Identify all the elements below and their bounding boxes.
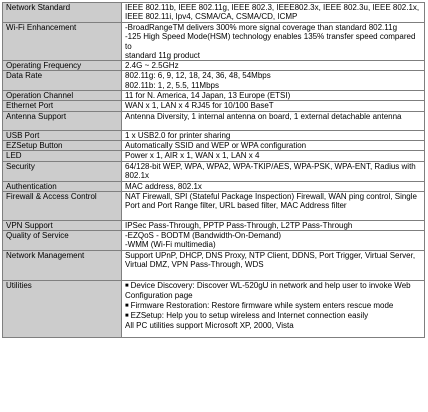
spec-value-line: [125, 61, 424, 70]
spec-value-line: [125, 71, 424, 80]
spec-value-text: standard 11g product: [125, 50, 201, 60]
spec-value-line: [125, 251, 424, 260]
spec-value: [122, 3, 425, 23]
spec-value: [122, 281, 425, 338]
spec-row: [3, 71, 425, 91]
spec-value-line: [125, 221, 424, 230]
spec-label: EZSetup Button: [3, 140, 122, 150]
spec-value-line: [125, 141, 424, 150]
spec-value: [122, 140, 425, 150]
spec-label: Authentication: [3, 181, 122, 191]
spec-value-text: Automatically SSID and WEP or WPA configuration: [125, 140, 307, 150]
spec-value-text: -EZQoS - BODTM (Bandwidth-On-Demand): [125, 231, 282, 241]
spec-label: Operating Frequency: [3, 61, 122, 71]
spec-value-line: [125, 131, 424, 140]
spec-value-line: [125, 91, 424, 100]
spec-value-text: NAT Firewall, SPI (Stateful Package Inspection) Firewall, WAN ping control, Single Port and Port Range filter, URL based filter, MAC Address filter: [125, 191, 417, 211]
spec-value-text: 11 for N. America, 14 Japan, 13 Europe (ETSI): [125, 91, 291, 101]
spec-row: [3, 140, 425, 150]
spec-value: [122, 23, 425, 61]
spec-value-line: [125, 182, 424, 191]
spec-label: LED: [3, 151, 122, 161]
spec-label: Network Standard: [3, 3, 122, 23]
spec-label: Antenna Support: [3, 111, 122, 130]
spec-value: [122, 61, 425, 71]
spec-value: [122, 251, 425, 281]
spec-value: [122, 231, 425, 251]
spec-row: [3, 130, 425, 140]
spec-value-line: [125, 192, 424, 211]
spec-value-text: WAN x 1, LAN x 4 RJ45 for 10/100 BaseT: [125, 101, 274, 111]
spec-row: [3, 91, 425, 101]
bullet-square-icon: ■: [125, 302, 129, 309]
spec-value-text: Power x 1, AIR x 1, WAN x 1, LAN x 4: [125, 151, 260, 161]
spec-value-line: [125, 81, 424, 90]
spec-value: [122, 91, 425, 101]
spec-value: [122, 181, 425, 191]
spec-value-text: -WMM (Wi-Fi multimedia): [125, 240, 216, 250]
spec-value-line: [125, 240, 424, 249]
spec-value-line: [125, 151, 424, 160]
bullet-square-icon: ■: [125, 283, 129, 290]
spec-value-line: [125, 321, 424, 330]
spec-value-line: [125, 51, 424, 60]
spec-value-line: [125, 281, 424, 301]
spec-value-text: 64/128-bit WEP, WPA, WPA2, WPA-TKIP/AES, WPA-PSK, WPA-ENT, Radius with 802.1x: [125, 161, 416, 180]
spec-value-text: Device Discovery: Discover WL-520gU in network and help user to invoke Web Configuration page: [125, 281, 411, 301]
spec-value-text: 1 x USB2.0 for printer sharing: [125, 130, 231, 140]
spec-label: Utilities: [3, 281, 122, 338]
spec-value-text: -BroadRangeTM delivers 300% more signal coverage than standard 802.11g: [125, 23, 398, 32]
spec-value: [122, 71, 425, 91]
spec-label: Security: [3, 161, 122, 181]
spec-value: [122, 220, 425, 230]
spec-row: [3, 220, 425, 230]
spec-label: Network Management: [3, 251, 122, 281]
spec-label: Wi-Fi Enhancement: [3, 23, 122, 61]
spec-row: [3, 281, 425, 338]
spec-label: Data Rate: [3, 71, 122, 91]
spec-value-line: [125, 260, 424, 269]
spec-value-line: [125, 23, 424, 32]
spec-value: [122, 161, 425, 181]
spec-row: [3, 61, 425, 71]
spec-value: [122, 130, 425, 140]
spec-value: [122, 101, 425, 111]
spec-label: Quality of Service: [3, 231, 122, 251]
spec-value-text: MAC address, 802.1x: [125, 181, 202, 191]
spec-value-text: Support UPnP, DHCP, DNS Proxy, NTP Client, DDNS, Port Trigger, Virtual Server,: [125, 251, 416, 261]
spec-value-line: [125, 3, 424, 22]
spec-value-line: [125, 162, 424, 181]
spec-value-line: [125, 311, 424, 321]
spec-value: [122, 191, 425, 220]
spec-row: [3, 251, 425, 281]
spec-value-text: All PC utilities support Microsoft XP, 2000, Vista: [125, 321, 294, 331]
spec-row: [3, 3, 425, 23]
spec-value-text: 2.4G ~ 2.5GHz: [125, 61, 179, 71]
spec-value-text: 802.11g: 6, 9, 12, 18, 24, 36, 48, 54Mbps: [125, 71, 271, 81]
spec-value: [122, 111, 425, 130]
spec-row: [3, 181, 425, 191]
spec-value-text: -125 High Speed Mode(HSM) technology enables 135% transfer speed compared to: [125, 32, 416, 51]
spec-label: Firewall & Access Control: [3, 191, 122, 220]
spec-value-line: [125, 301, 424, 311]
spec-value-line: [125, 112, 424, 121]
specifications-body: [3, 3, 425, 338]
spec-value-line: [125, 32, 424, 51]
spec-row: [3, 191, 425, 220]
spec-value-text: 802.11b: 1, 2, 5.5, 11Mbps: [125, 80, 219, 90]
spec-row: [3, 23, 425, 61]
spec-value-text: Virtual DMZ, VPN Pass-Through, WDS: [125, 260, 264, 270]
spec-value-text: EZSetup: Help you to setup wireless and Internet connection easily: [130, 311, 369, 321]
spec-label: USB Port: [3, 130, 122, 140]
spec-value-line: [125, 101, 424, 110]
spec-value-text: IEEE 802.11b, IEEE 802.11g, IEEE 802.3, IEEE802.3x, IEEE 802.3u, IEEE 802.1x, IEEE 802.11i, Ipv4, CSMA/CA, CSMA/CD, ICMP: [125, 3, 420, 22]
spec-value: [122, 151, 425, 161]
spec-value-text: Firmware Restoration: Restore firmware while system enters rescue mode: [130, 300, 394, 310]
spec-label: VPN Support: [3, 220, 122, 230]
spec-row: [3, 111, 425, 130]
spec-value-line: [125, 231, 424, 240]
spec-row: [3, 231, 425, 251]
spec-label: Ethernet Port: [3, 101, 122, 111]
spec-label: Operation Channel: [3, 91, 122, 101]
bullet-square-icon: ■: [125, 313, 129, 320]
spec-row: [3, 161, 425, 181]
spec-value-text: Antenna Diversity, 1 internal antenna on board, 1 external detachable antenna: [125, 111, 402, 121]
specifications-table: [2, 2, 425, 338]
spec-row: [3, 101, 425, 111]
spec-value-text: IPSec Pass-Through, PPTP Pass-Through, L2TP Pass-Through: [125, 220, 353, 230]
spec-row: [3, 151, 425, 161]
